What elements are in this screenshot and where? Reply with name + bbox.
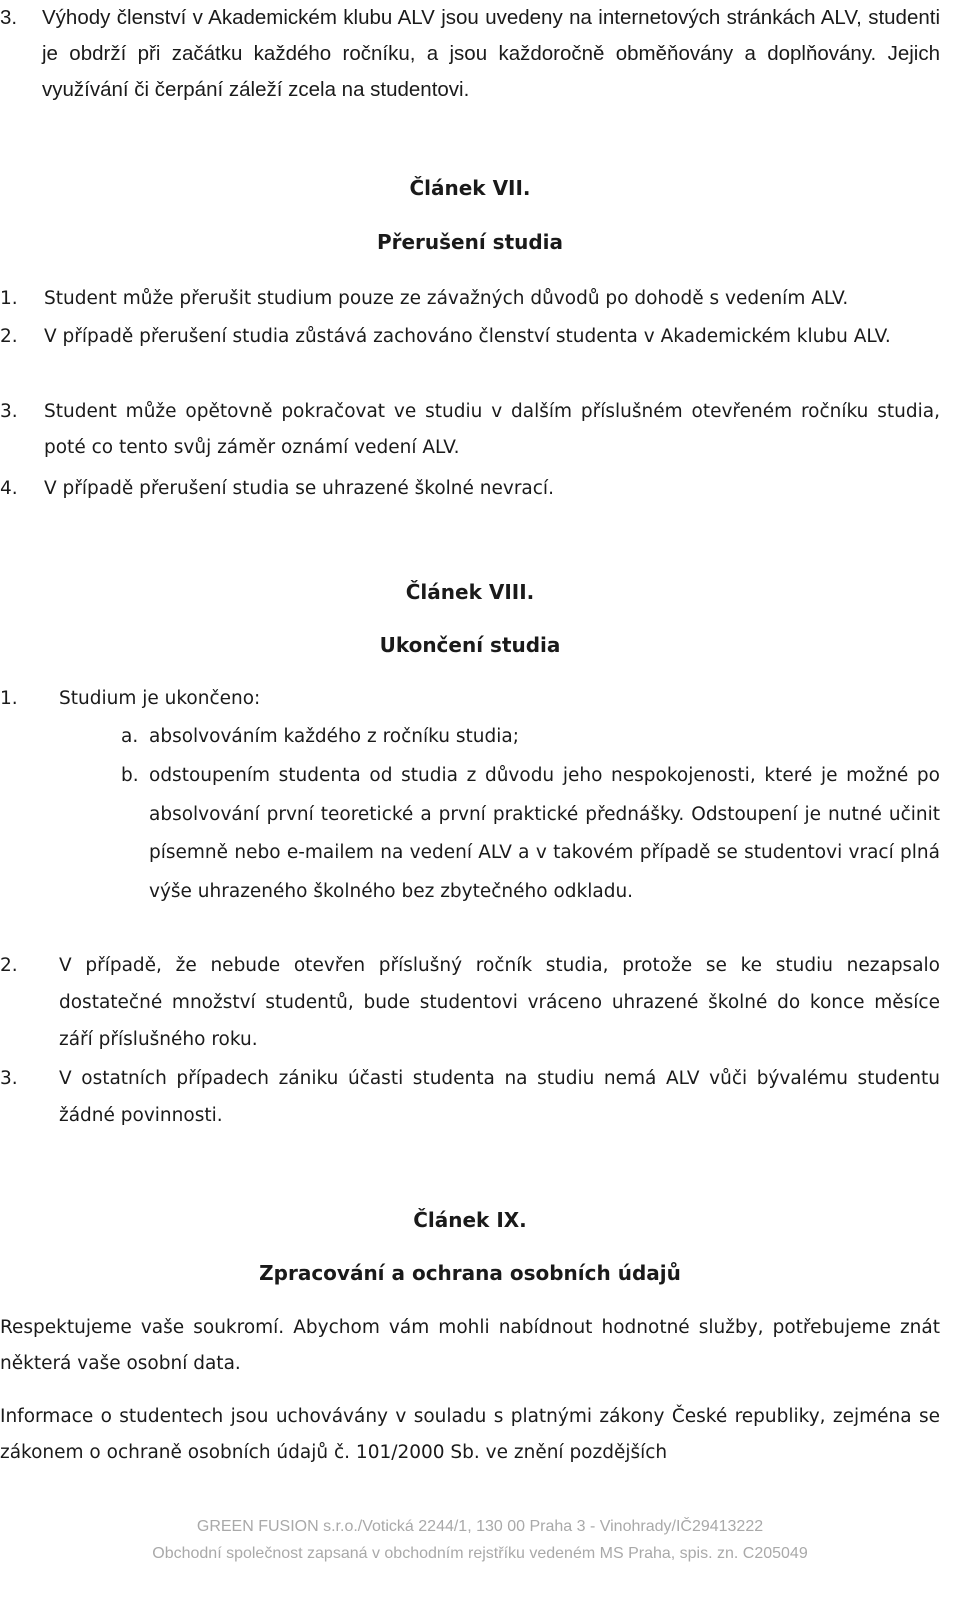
list-item-number: 1. bbox=[0, 688, 18, 709]
list-item-number: 4. bbox=[0, 478, 18, 499]
list-item-number: 3. bbox=[0, 1068, 18, 1089]
sub-item-text: absolvováním každého z ročníku studia; bbox=[149, 726, 519, 747]
list-item-text: V případě přerušení studia zůstává zachováno členství studenta v Akademickém klubu ALV. bbox=[44, 326, 891, 347]
article9-title: Článek IX. bbox=[413, 1208, 527, 1232]
sub-item-letter: a. bbox=[121, 726, 139, 747]
list-item-number: 1. bbox=[0, 288, 18, 309]
article9-subtitle: Zpracování a ochrana osobních údajů bbox=[259, 1261, 681, 1285]
top-item-number: 3. bbox=[0, 6, 18, 29]
list-item-text: Student může přerušit studium pouze ze závažných důvodů po dohodě s vedením ALV. bbox=[44, 288, 849, 309]
footer-line-registry: Obchodní společnost zapsaná v obchodním rejstříku vedeném MS Praha, spis. zn. C205049 bbox=[152, 1545, 808, 1562]
list-item-text: Studium je ukončeno: bbox=[59, 688, 261, 709]
sub-item-letter: b. bbox=[121, 765, 139, 786]
article7-subtitle: Přerušení studia bbox=[376, 230, 564, 254]
list-item-text: V ostatních případech zániku účasti studenta na studiu nemá ALV vůči bývalému studentu žádné povinnosti. bbox=[59, 1068, 940, 1126]
list-item-text: V případě přerušení studia se uhrazené školné nevrací. bbox=[44, 478, 554, 499]
list-item-text: Student může opětovně pokračovat ve studiu v dalším příslušném otevřeném ročníku studia, poté co tento svůj záměr oznámí vedení ALV. bbox=[44, 401, 940, 458]
article8-subtitle: Ukončení studia bbox=[379, 633, 561, 657]
list-item-text: V případě, že nebude otevřen příslušný ročník studia, protože se ke studiu nezapsalo dostatečné množství studentů, bude studentovi vráceno uhrazené školné do konce měsíce září příslušného roku. bbox=[59, 955, 940, 1050]
top-item-text: Výhody členství v Akademickém klubu ALV jsou uvedeny na internetových stránkách ALV, studenti je obdrží při začátku každého ročníku, a jsou každoročně obměňovány a doplňovány. Jejich využívání či čerpání záleží zcela na studentovi. bbox=[42, 6, 940, 101]
list-item-number: 2. bbox=[0, 326, 18, 347]
footer-line-company: GREEN FUSION s.r.o./Votická 2244/1, 130 00 Praha 3 - Vinohrady/IČ29413222 bbox=[196, 1518, 764, 1535]
article9-paragraph: Informace o studentech jsou uchovávány v souladu s platnými zákony České republiky, zejména se zákonem o ochraně osobních údajů č. 101/2000 Sb. ve znění pozdějších bbox=[0, 1406, 940, 1463]
sub-item-text: odstoupením studenta od studia z důvodu jeho nespokojenosti, které je možné po absolvování první teoretické a první praktické přednášky. Odstoupení je nutné učinit písemně nebo e-mailem na vedení ALV a v takovém případě se studentovi vrací plná výše uhrazeného školného bez zbytečného odkladu. bbox=[149, 765, 940, 902]
article9-paragraph: Respektujeme vaše soukromí. Abychom vám mohli nabídnout hodnotné služby, potřebujeme znát některá vaše osobní data. bbox=[0, 1317, 940, 1374]
list-item-number: 2. bbox=[0, 955, 18, 976]
article8-title: Článek VIII. bbox=[405, 580, 535, 604]
article7-title: Článek VII. bbox=[409, 176, 531, 200]
list-item-number: 3. bbox=[0, 401, 18, 422]
